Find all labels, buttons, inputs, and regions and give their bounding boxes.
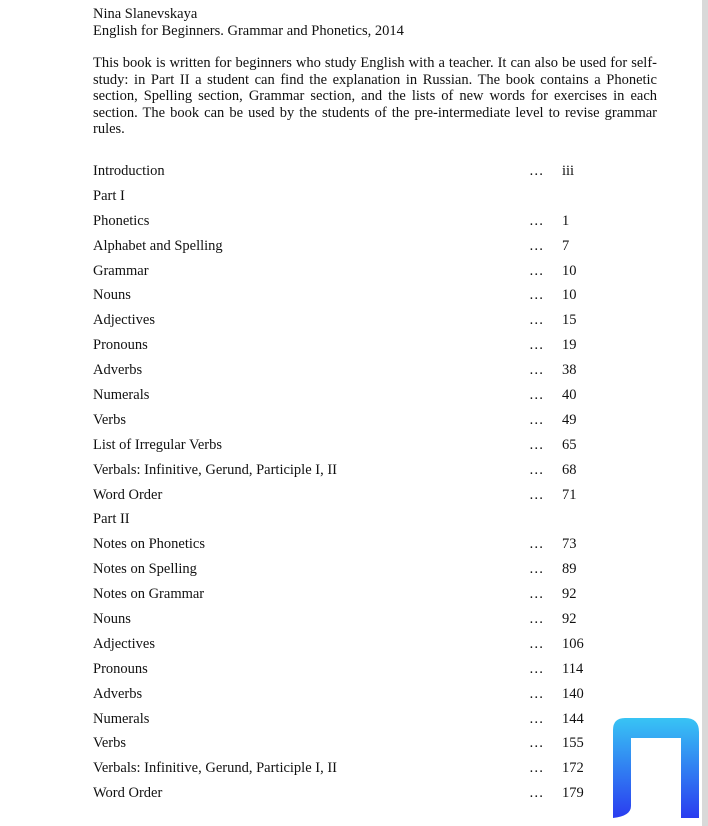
toc-leader-dots: … [529,237,545,254]
toc-row [93,362,613,387]
toc-entry-title: Verbs [93,411,127,428]
toc-row [93,387,613,412]
toc-row [93,238,613,263]
toc-page-number: 10 [562,287,577,304]
toc-leader-dots: … [529,387,545,404]
toc-entry-title: Phonetics [93,212,150,229]
toc-leader-dots: … [529,436,545,453]
toc-entry-title: Adjectives [93,635,156,652]
toc-page-number: 19 [562,337,577,354]
toc-entry-title: Nouns [93,287,131,304]
toc-row [93,686,613,711]
toc-entry-title: Part II [93,511,130,528]
toc-entry-title: Word Order [93,486,163,503]
toc-leader-dots: … [529,710,545,727]
toc-entry-title: Nouns [93,611,131,628]
toc-leader-dots: … [529,685,545,702]
toc-leader-dots: … [529,262,545,279]
toc-row [93,561,613,586]
toc-entry-title: Numerals [93,387,150,404]
table-of-contents [93,163,613,810]
toc-entry-title: Pronouns [93,337,148,354]
toc-entry-title: Adjectives [93,312,156,329]
toc-row [93,487,613,512]
toc-page-number: iii [562,163,575,179]
toc-page-number: 140 [562,685,584,702]
toc-row [93,412,613,437]
document-page [93,6,657,152]
toc-page-number: 71 [562,486,577,503]
toc-leader-dots: … [529,735,545,752]
toc-row [93,611,613,636]
toc-page-number: 114 [562,660,584,677]
toc-entry-title: List of Irregular Verbs [93,436,222,453]
toc-row [93,785,613,810]
toc-page-number: 106 [562,635,584,652]
toc-entry-title: Verbs [93,735,127,752]
toc-entry-title: Introduction [93,163,165,179]
toc-entry-title: Adverbs [93,685,143,702]
toc-page-number: 40 [562,387,577,404]
toc-row [93,462,613,487]
toc-leader-dots: … [529,411,545,428]
toc-leader-dots: … [529,461,545,478]
toc-row [93,760,613,785]
toc-page-number: 15 [562,312,577,329]
toc-row [93,711,613,736]
toc-entry-title: Notes on Grammar [93,586,205,603]
toc-entry-title: Notes on Spelling [93,561,197,578]
toc-leader-dots: … [529,635,545,652]
toc-row [93,263,613,288]
toc-leader-dots: … [529,287,545,304]
toc-page-number: 10 [562,262,577,279]
toc-page-number: 92 [562,611,577,628]
toc-leader-dots: … [529,486,545,503]
toc-row [93,337,613,362]
toc-row [93,188,613,213]
toc-row [93,586,613,611]
toc-page-number: 92 [562,586,577,603]
toc-page-number: 7 [562,237,570,254]
toc-page-number: 49 [562,411,577,428]
book-title: English for Beginners. Grammar and Phonetics, 2014 [93,23,404,39]
toc-row [93,312,613,337]
toc-page-number: 144 [562,710,584,727]
author-name: Nina Slanevskaya [93,6,198,22]
toc-entry-title: Part I [93,187,125,204]
toc-entry-title: Verbals: Infinitive, Gerund, Participle I, II [93,461,338,478]
toc-leader-dots: … [529,660,545,677]
toc-row [93,636,613,661]
toc-page-number: 68 [562,461,577,478]
toc-row [93,163,613,188]
toc-leader-dots: … [529,536,545,553]
toc-page-number: 172 [562,760,584,777]
toc-leader-dots: … [529,760,545,777]
toc-entry-title: Grammar [93,262,149,279]
toc-entry-title: Notes on Phonetics [93,536,205,553]
toc-page-number: 65 [562,436,577,453]
toc-entry-title: Adverbs [93,362,143,379]
toc-leader-dots: … [529,212,545,229]
toc-leader-dots: … [529,312,545,329]
toc-row [93,536,613,561]
toc-row [93,437,613,462]
toc-leader-dots: … [529,611,545,628]
toc-leader-dots: … [529,163,545,179]
toc-leader-dots: … [529,362,545,379]
app-logo-icon [609,716,701,820]
toc-page-number: 38 [562,362,577,379]
toc-page-number: 73 [562,536,577,553]
toc-entry-title: Verbals: Infinitive, Gerund, Participle I, II [93,760,338,777]
toc-leader-dots: … [529,586,545,603]
toc-page-number: 155 [562,735,584,752]
toc-row [93,287,613,312]
toc-row [93,511,613,536]
toc-entry-title: Pronouns [93,660,148,677]
toc-entry-title: Numerals [93,710,150,727]
toc-page-number: 1 [562,212,570,229]
toc-row [93,735,613,760]
toc-page-number: 179 [562,785,584,802]
toc-entry-title: Alphabet and Spelling [93,237,223,254]
page-edge [702,0,708,826]
toc-leader-dots: … [529,785,545,802]
book-description: This book is written for beginners who study English with a teacher. It can also be used for self-study: in Part II a student can find the explanation in Russian. The book contains a Phonetic section, Spelling section, Grammar section, and the lists of new words for exercises in each section. The book can be used by the students of the pre-intermediate level to revise grammar rules. [93,55,657,137]
toc-row [93,661,613,686]
toc-page-number: 89 [562,561,577,578]
toc-leader-dots: … [529,561,545,578]
toc-entry-title: Word Order [93,785,163,802]
toc-leader-dots: … [529,337,545,354]
toc-row [93,213,613,238]
